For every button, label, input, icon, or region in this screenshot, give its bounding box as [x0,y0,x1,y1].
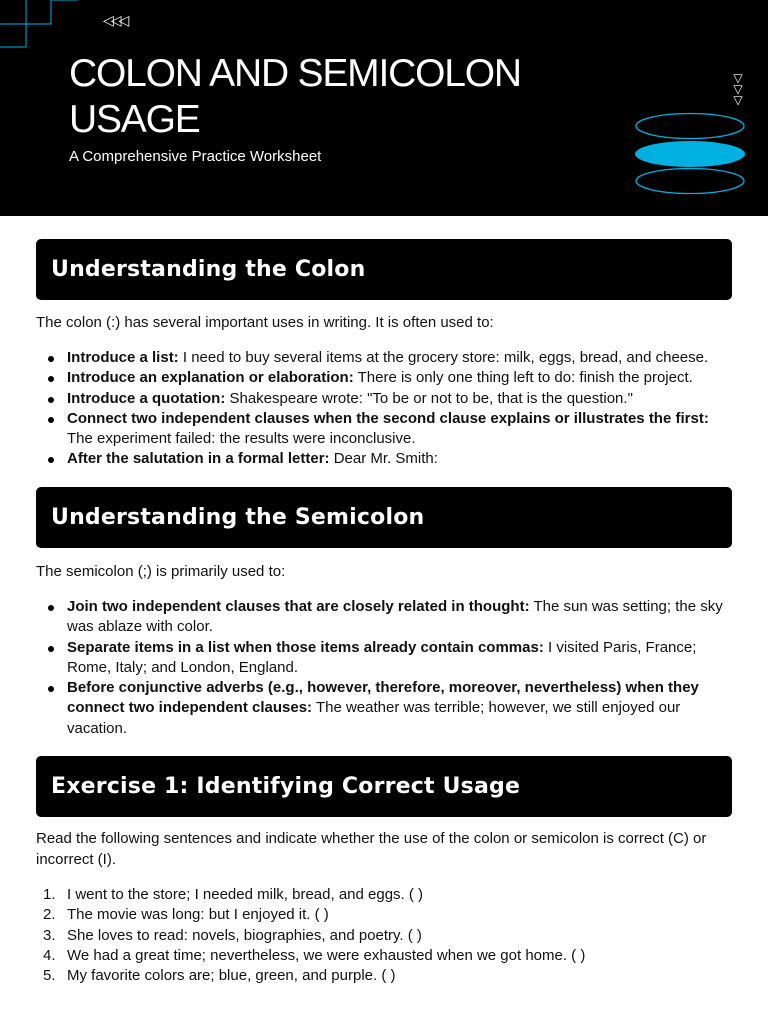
exercise-item [36,905,736,925]
item-number: 3. [43,926,56,944]
item-example: Shakespeare wrote: "To be or not to be, that is the question." [225,389,633,407]
item-label: Introduce an explanation or elaboration: [67,369,354,387]
list-item [36,368,736,388]
item-example: I need to buy several items at the grocery store: milk, eggs, bread, and cheese. [178,349,709,366]
list-item [36,409,736,450]
header-banner [0,0,768,216]
list-item [36,348,736,368]
item-number: 1. [43,886,56,903]
page-title: COLON AND SEMICOLON USAGE [69,52,521,141]
item-number: 5. [43,967,56,985]
exercise-list [36,885,736,986]
ovals-decoration [633,112,747,198]
item-label: Connect two independent clauses when the second clause explains or illustrates the first: [67,409,709,427]
item-label: Separate items in a list when those items already contain commas: [67,638,544,656]
list-item [36,678,736,739]
down-arrow-icon: ▽ [733,93,743,107]
section-intro: The semicolon (;) is primarily used to: [36,563,286,580]
item-label: Introduce a quotation: [67,389,226,407]
item-example: The weather was terrible; however, we still enjoyed our vacation. [67,699,681,737]
colon-uses-list [36,348,736,470]
item-sentence: We had a great time; nevertheless, we were exhausted when we got home. ( ) [67,946,586,964]
list-item [36,638,736,679]
item-label: Before conjunctive adverbs (e.g., however, therefore, moreover, nevertheless) when they connect two independent clauses: [67,679,699,717]
item-label: Join two independent clauses that are closely related in thought: [67,598,530,615]
exercise-item [36,885,736,905]
exercise-item [36,966,736,986]
item-number: 4. [43,946,56,964]
item-label: After the salutation in a formal letter: [67,450,330,468]
page-subtitle: A Comprehensive Practice Worksheet [69,148,322,165]
list-item [36,449,736,469]
section-intro: The colon (:) has several important uses in writing. It is often used to: [36,314,494,331]
down-arrows-icon [731,73,745,106]
section-header-colon [36,239,732,300]
item-example: I visited Paris, France; Rome, Italy; and London, England. [67,638,697,676]
item-sentence: My favorite colors are; blue, green, and purple. ( ) [67,967,396,985]
section-heading: Understanding the Colon [51,257,366,282]
down-arrow-icon: ▽ [733,71,743,85]
item-example: There is only one thing left to do: finish the project. [353,369,693,387]
section-heading: Understanding the Semicolon [51,505,425,530]
grid-decoration [0,0,80,50]
section-header-exercise-1 [36,756,732,817]
item-example: The experiment failed: the results were inconclusive. [67,430,416,448]
section-header-semicolon [36,487,732,548]
item-example: The sun was setting; the sky was ablaze with color. [67,598,723,636]
item-sentence: I went to the store; I needed milk, bread, and eggs. ( ) [67,886,424,903]
exercise-item [36,946,736,966]
item-sentence: The movie was long: but I enjoyed it. ( ) [67,906,329,924]
item-label: Introduce a list: [67,349,179,366]
item-example: Dear Mr. Smith: [329,450,438,468]
semicolon-uses-list [36,597,736,739]
item-number: 2. [43,906,56,924]
exercise-item [36,926,736,946]
left-arrows-icon: ◁◁◁ [103,13,127,29]
list-item [36,389,736,409]
list-item [36,597,736,638]
down-arrow-icon: ▽ [733,82,743,96]
item-sentence: She loves to read: novels, biographies, and poetry. ( ) [67,926,422,944]
section-intro: Read the following sentences and indicate whether the use of the colon or semicolon is correct (C) or incorrect (I). [36,830,707,868]
section-heading: Exercise 1: Identifying Correct Usage [51,774,521,799]
